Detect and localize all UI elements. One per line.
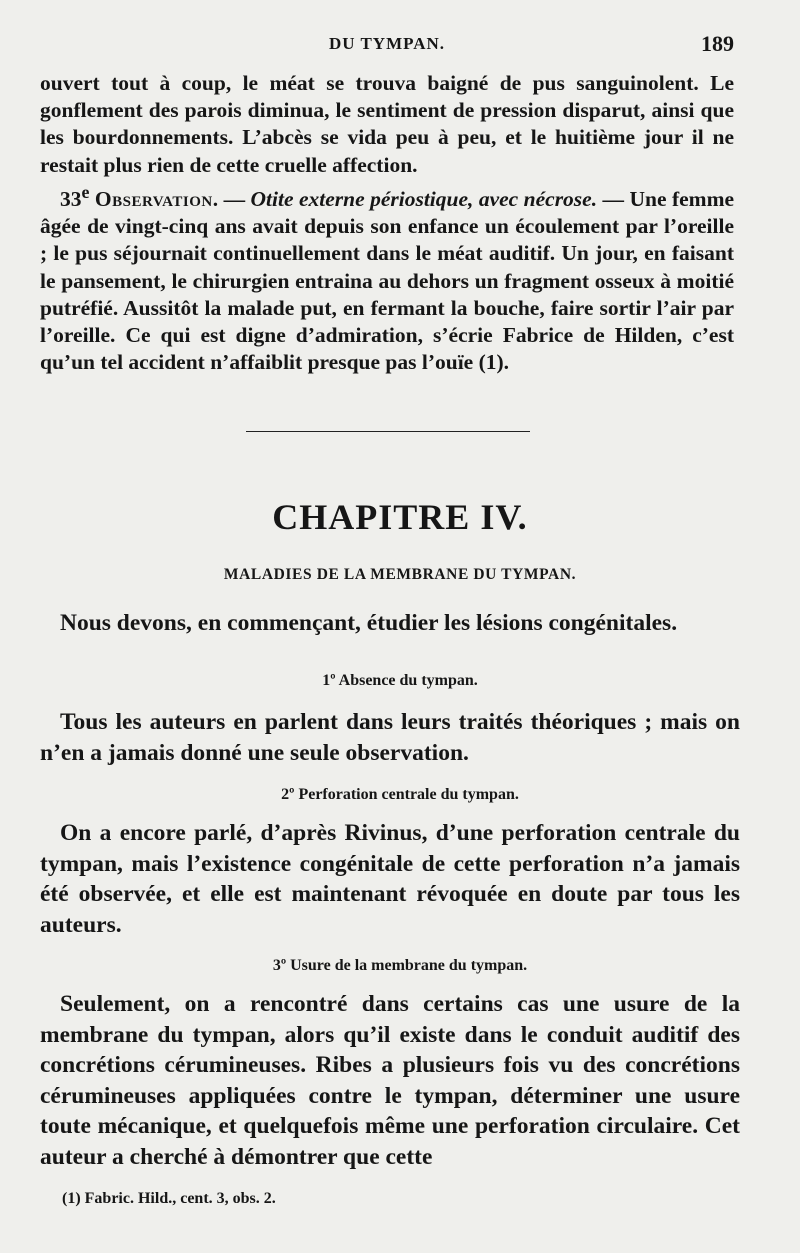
observation-text: — Une femme âgée de vingt-cinq ans avait depuis son enfance un écoulement par l’oreille ; le pus séjournait continuellement dans le méat auditif. Un jour, en faisant le pansement, le chirurgien entraina au dehors un fragment osseux à moitié putréfié. Aussitôt la malade put, en fermant la bouche, faire sortir l’air par l’oreille. Ce qui est digne d’admiration, s’écrie Fabrice de Hilden, c’est qu’un tel accident n’affaiblit presque pas l’ouïe (1). xyxy=(40,186,735,375)
observation-separator: . — xyxy=(212,186,251,211)
page-header xyxy=(40,31,734,58)
intro-paragraph-block xyxy=(40,608,740,639)
section-1-paragraph: Tous les auteurs en parlent dans leurs traités théoriques ; mais on n’en a jamais donné une seule observation. xyxy=(40,709,740,766)
section-3-paragraph: Seulement, on a rencontré dans certains cas une usure de la membrane du tympan, alors qu’il existe dans le conduit auditif des concrétions cérumineuses. Ribes a plusieurs fois vu des concrétions cérumineuses appliquées contre le tympan, déterminer une usure toute mécanique, et quelquefois même une perforation circulaire. Cet auteur a cherché à démontrer que cette xyxy=(40,991,740,1170)
observation-title: Otite externe périostique, avec nécrose. xyxy=(250,186,598,211)
intro-paragraph: Nous devons, en commençant, étudier les lésions congénitales. xyxy=(60,610,678,636)
section-divider xyxy=(246,431,530,432)
continuation-paragraph: ouvert tout à coup, le méat se trouva baigné de pus sanguinolent. Le gonflement des parois diminua, le sentiment de pression disparut, ainsi que les bourdonnements. L’abcès se vida peu à peu, et le huitième jour il ne restait plus rien de cette cruelle affection. xyxy=(40,71,734,177)
page-number: 189 xyxy=(701,31,734,56)
observation-label: Observation xyxy=(94,186,213,211)
upper-text xyxy=(40,70,734,376)
observation-number-suffix: e xyxy=(81,181,90,202)
section-heading-2: 2º Perforation centrale du tympan. xyxy=(281,786,519,803)
running-title: DU TYMPAN. xyxy=(328,34,446,53)
footnote: (1) Fabric. Hild., cent. 3, obs. 2. xyxy=(62,1190,276,1207)
section-2-block xyxy=(40,818,740,940)
observation-paragraph xyxy=(40,179,734,377)
section-2-paragraph: On a encore parlé, d’après Rivinus, d’une perforation centrale du tympan, mais l’existence congénitale de cette perforation n’a jamais été observée, et elle est maintenant révoquée en doute par tous les auteurs. xyxy=(40,820,740,938)
observation-number: 33 xyxy=(60,186,82,211)
section-1-block xyxy=(40,707,740,768)
chapter-subtitle: MALADIES DE LA MEMBRANE DU TYMPAN. xyxy=(223,566,577,583)
section-heading-1: 1º Absence du tympan. xyxy=(322,672,478,689)
section-3-block xyxy=(40,989,740,1172)
section-heading-3: 3º Usure de la membrane du tympan. xyxy=(272,957,528,974)
chapter-title: CHAPITRE IV. xyxy=(272,497,528,537)
